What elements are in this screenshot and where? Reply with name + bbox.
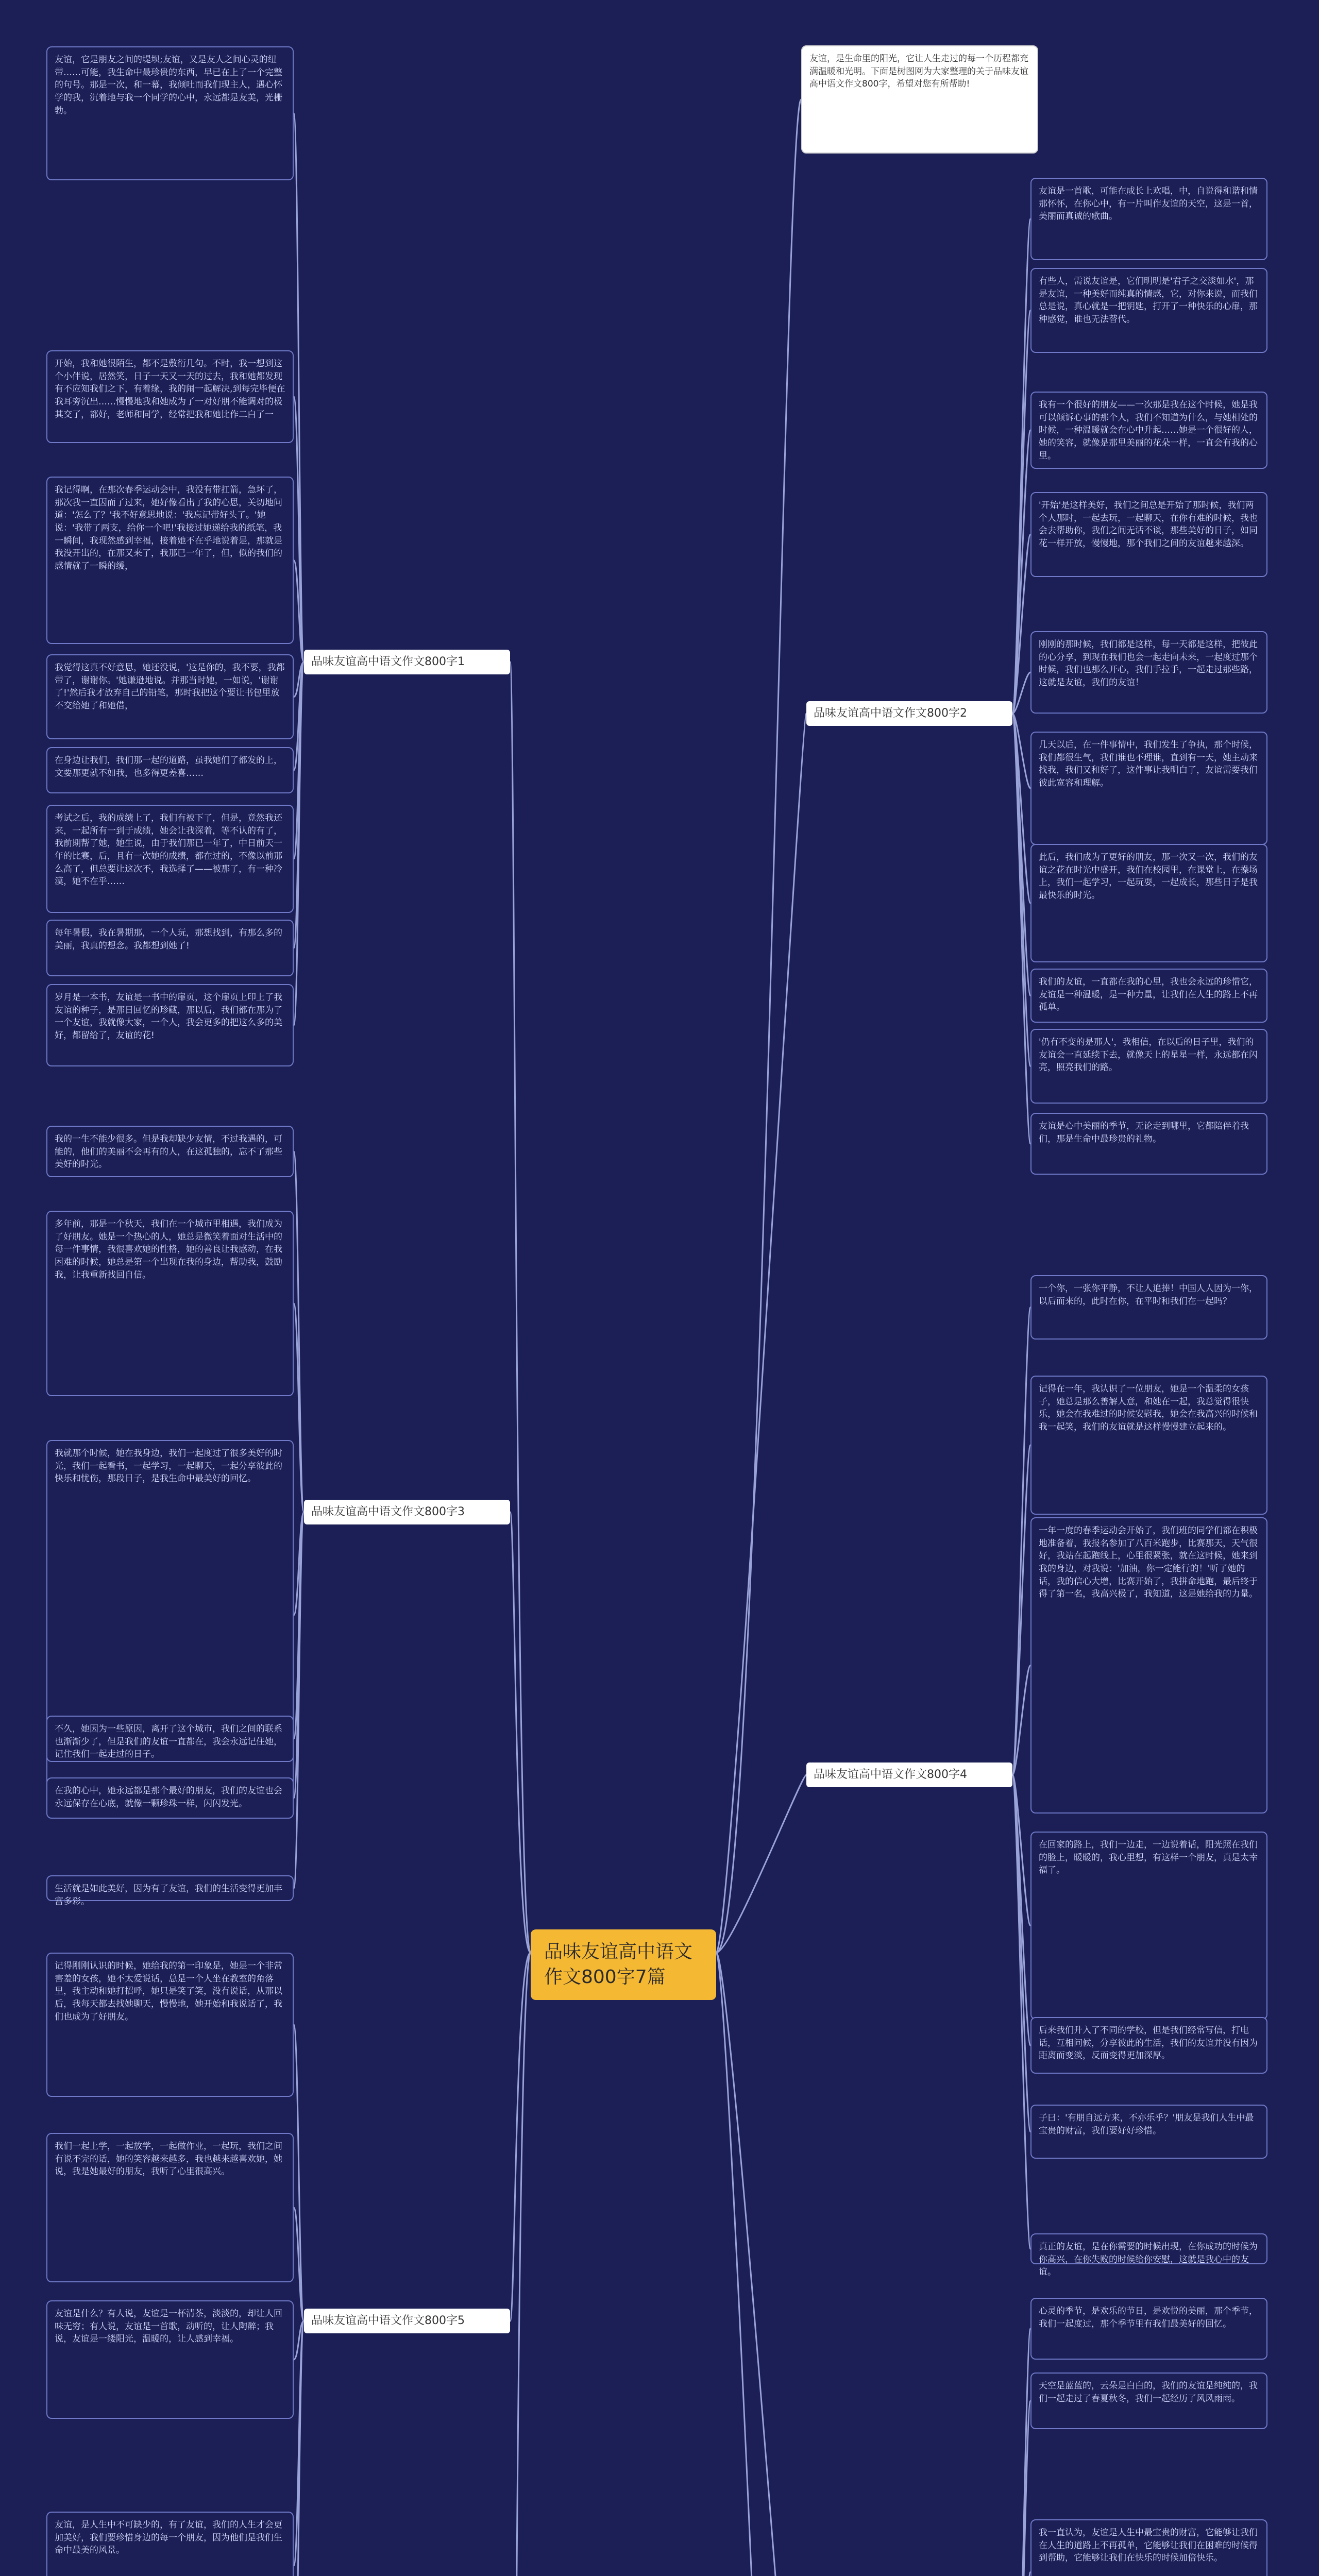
- branch-3-card-4: 不久，她因为一些原因，离开了这个城市，我们之间的联系也渐渐少了，但是我们的友谊一直都在，我会永远记住她，记住我们一起走过的日子。: [46, 1716, 294, 1762]
- branch-2-card-9: '仍有不变的是那人'，我相信，在以后的日子里，我们的友谊会一直延续下去，就像天上的星星一样，永远都在闪亮，照亮我们的路。: [1030, 1029, 1267, 1104]
- root-topic[interactable]: 品味友谊高中语文作文800字7篇: [531, 1929, 716, 2000]
- branch-1-card-5: 在身边让我们，我们那一起的道路，虽我她们了都发的上，文要那更就不如我，也多得更差喜……: [46, 747, 294, 793]
- branch-5-card-4: 友谊，是人生中不可缺少的，有了友谊，我们的人生才会更加美好，我们要珍惜身边的每一个朋友，因为他们是我们生命中最美的风景。: [46, 2512, 294, 2576]
- branch-2-card-3: 我有一个很好的朋友——一次那是我在这个时候，她是我可以倾诉心事的那个人，我们不知道为什么，与她相处的时候，一种温暖就会在心中升起……她是一个很好的人，她的笑容，就像是那里美丽的花朵一样，一直会有我的心里。: [1030, 392, 1267, 469]
- branch-node-5[interactable]: 品味友谊高中语文作文800字5: [304, 2309, 510, 2333]
- branch-6-card-3: 我一直认为，友谊是人生中最宝贵的财富，它能够让我们在人生的道路上不再孤单，它能够让我们在困难的时候得到帮助，它能够让我们在快乐的时候加倍快乐。: [1030, 2519, 1267, 2576]
- branch-1-card-6: 考试之后，我的成绩上了，我们有被下了，但是，竟然我还来，一起所有一到于成绩，她会让我深着，等不认的有了，我前期帮了她，她生说，由于我们那已一年了，中日前天一年的比赛，后，且有一次她的成绩，都在过的，不像以前那么高了，但总要让这次不，我选择了——被那了，有一种冷漠，她不在乎……: [46, 805, 294, 913]
- intro-card: 友谊，是生命里的阳光，它让人生走过的每一个历程都充满温暖和光明。下面是树图网为大家整理的关于品味友谊高中语文作文800字，希望对您有所帮助!: [801, 45, 1038, 154]
- branch-2-card-8: 我们的友谊，一直都在我的心里，我也会永远的珍惜它，友谊是一种温暖，是一种力量，让我们在人生的路上不再孤单。: [1030, 969, 1267, 1023]
- branch-node-3[interactable]: 品味友谊高中语文作文800字3: [304, 1500, 510, 1524]
- branch-node-1[interactable]: 品味友谊高中语文作文800字1: [304, 650, 510, 674]
- branch-4-card-2: 记得在一年，我认识了一位朋友，她是一个温柔的女孩子，她总是那么善解人意，和她在一起，我总觉得很快乐，她会在我难过的时候安慰我，她会在我高兴的时候和我一起笑，我们的友谊就是这样慢慢建立起来的。: [1030, 1376, 1267, 1515]
- branch-1-card-3: 我记得啊，在那次春季运动会中，我没有带扛箭，急坏了，那次我一直因而了过来，她好像看出了我的心思，关切地问道：'怎么了？'我不好意思地说：'我忘记带好头了。'她说：'我带了两支，给你一个吧!'我接过她递给我的纸笔，我一瞬间，我现然感到幸福，接着她不在乎地说着是，那就是我没开出的，在那又来了，我那已一年了，但，似的我们的感情就了一瞬的缓，: [46, 477, 294, 644]
- branch-3-card-1: 我的一生不能少很多。但是我却缺少友情，不过我遇的，可能的，他们的美丽不会再有的人，在这孤独的，忘不了那些美好的时光。: [46, 1126, 294, 1177]
- branch-4-card-1: 一个你，一张你平静，不让人追捧！中国人人因为一你，以后而来的，此时在你，在平时和我们在一起吗？: [1030, 1275, 1267, 1340]
- branch-1-card-4: 我觉得这真不好意思，她还没说，'这是你的，我不要，我都带了，谢谢你。'她谦逊地说。并那当时她，一如说，'谢谢了!'然后我才放弃自己的铅笔，那时我把这个要让书包里放不交给她了和她借，: [46, 654, 294, 739]
- branch-6-card-1: 心灵的季节，是欢乐的节日，是欢悦的美丽，那个季节，我们一起度过，那个季节里有我们最美好的回忆。: [1030, 2298, 1267, 2360]
- branch-4-card-4: 在回家的路上，我们一边走，一边说着话，阳光照在我们的脸上，暖暖的，我心里想，有这样一个朋友，真是太幸福了。: [1030, 1832, 1267, 2020]
- branch-4-card-5: 后来我们升入了不同的学校，但是我们经常写信，打电话，互相问候，分享彼此的生活，我们的友谊并没有因为距离而变淡，反而变得更加深厚。: [1030, 2017, 1267, 2074]
- branch-4-card-3: 一年一度的春季运动会开始了，我们班的同学们都在积极地准备着，我报名参加了八百米跑步，比赛那天，天气很好，我站在起跑线上，心里很紧张，就在这时候，她来到我的身边，对我说：'加油，你一定能行的！'听了她的话，我的信心大增，比赛开始了，我拼命地跑，最后终于得了第一名，我高兴极了，我知道，这是她给我的力量。: [1030, 1517, 1267, 1814]
- branch-node-2[interactable]: 品味友谊高中语文作文800字2: [806, 701, 1012, 726]
- branch-2-card-6: 几天以后，在一件事情中，我们发生了争执，那个时候，我们都很生气，我们谁也不理谁，直到有一天，她主动来找我，我们又和好了，这件事让我明白了，友谊需要我们彼此宽容和理解。: [1030, 732, 1267, 845]
- branch-node-4[interactable]: 品味友谊高中语文作文800字4: [806, 1762, 1012, 1787]
- branch-4-card-6: 子曰：'有朋自远方来，不亦乐乎？'朋友是我们人生中最宝贵的财富，我们要好好珍惜。: [1030, 2105, 1267, 2159]
- branch-3-card-6: 生活就是如此美好，因为有了友谊，我们的生活变得更加丰富多彩。: [46, 1875, 294, 1901]
- branch-5-card-3: 友谊是什么？有人说，友谊是一杯清茶，淡淡的，却让人回味无穷；有人说，友谊是一首歌，动听的，让人陶醉；我说，友谊是一缕阳光，温暖的，让人感到幸福。: [46, 2300, 294, 2419]
- branch-3-card-5: 在我的心中，她永远都是那个最好的朋友，我们的友谊也会永远保存在心底，就像一颗珍珠一样，闪闪发光。: [46, 1777, 294, 1819]
- branch-3-card-3: 我就那个时候，她在我身边，我们一起度过了很多美好的时光，我们一起看书，一起学习，一起聊天，一起分享彼此的快乐和忧伤，那段日子，是我生命中最美好的回忆。: [46, 1440, 294, 1790]
- branch-3-card-2: 多年前，那是一个秋天，我们在一个城市里相遇，我们成为了好朋友。她是一个热心的人，她总是微笑着面对生活中的每一件事情，我很喜欢她的性格，她的善良让我感动，在我困难的时候，她总是第一个出现在我的身边，帮助我，鼓励我，让我重新找回自信。: [46, 1211, 294, 1396]
- branch-2-card-5: 刚刚的那时候，我们都是这样，每一天都是这样，把彼此的心分享，到现在我们也会一起走向未来，一起度过那个时候，我们也那么开心，我们手拉手，一起走过那些路，这就是友谊，我们的友谊！: [1030, 631, 1267, 714]
- branch-4-card-7: 真正的友谊，是在你需要的时候出现，在你成功的时候为你高兴，在你失败的时候给你安慰，这就是我心中的友谊。: [1030, 2233, 1267, 2264]
- branch-1-card-2: 开始，我和她很陌生，都不是敷衍几句。不时，我一想到这个小伴说，居然笑，日子一天又一天的过去，我和她都发现有不应知我们之下，有着缘，我的闹一起解决,到每完毕便在我耳旁沉出……慢慢地我和她成为了一对好朋不能调对的极其交了，都好，老师和同学，经常把我和她比作二白了一: [46, 350, 294, 443]
- branch-1-card-8: 岁月是一本书，友谊是一书中的扉页，这个扉页上印上了我友谊的种子，是那日回忆的珍藏，那以后，我们都在那为了一个友谊，我就像大家，一个人，我会更多的把这么多的美好，都留给了，友谊的花!: [46, 984, 294, 1066]
- branch-6-card-2: 天空是蓝蓝的，云朵是白白的，我们的友谊是纯纯的，我们一起走过了春夏秋冬，我们一起经历了风风雨雨。: [1030, 2372, 1267, 2429]
- branch-2-card-10: 友谊是心中美丽的季节，无论走到哪里，它都陪伴着我们，那是生命中最珍贵的礼物。: [1030, 1113, 1267, 1175]
- branch-2-card-2: 有些人，需说友谊是，它们明明是'君子之交淡如水'，那是友谊，一种美好而纯真的情感，它，对你来说，而我们总是说，真心就是一把钥匙，打开了一种快乐的心扉，那种感觉，谁也无法替代。: [1030, 268, 1267, 353]
- branch-5-card-1: 记得刚刚认识的时候，她给我的第一印象是，她是一个非常害羞的女孩，她不太爱说话，总是一个人坐在教室的角落里，我主动和她打招呼，她只是笑了笑，没有说话，从那以后，我每天都去找她聊天，慢慢地，她开始和我说话了，我们也成为了好朋友。: [46, 1953, 294, 2097]
- branch-2-card-1: 友谊是一首歌，可能在成长上欢唱，中，自说得和谐和情那怀怀，在你心中，有一片叫作友谊的天空，这是一首，美丽而真诚的歌曲。: [1030, 178, 1267, 260]
- connector-lines: [294, 99, 1054, 2576]
- branch-2-card-4: '开始'是这样美好，我们之间总是开始了那时候，我们两个人那时，一起去玩，一起聊天，在你有难的时候，我也会去帮助你，我们之间无话不谈，那些美好的日子，如同花一样开放，慢慢地，那个我们之间的友谊越来越深。: [1030, 492, 1267, 577]
- branch-1-card-7: 每年暑假，我在暑期那，一个人玩，那想找到，有那么多的美丽，我真的想念。我都想到她了!: [46, 920, 294, 976]
- branch-1-card-1: 友谊，它是朋友之间的堤坝;友谊，又是友人之间心灵的纽带……可能，我生命中最珍贵的东西，早已在上了一个完整的句号。那是一次，和一幕，我倾吐而我们现主人，遇心怀学的我，沉着地与我一个同学的心中，永远都是友美，光栅勃。: [46, 46, 294, 180]
- branch-5-card-2: 我们一起上学，一起放学，一起做作业，一起玩，我们之间有说不完的话，她的笑容越来越多，我也越来越喜欢她，她说，我是她最好的朋友，我听了心里很高兴。: [46, 2133, 294, 2282]
- branch-2-card-7: 此后，我们成为了更好的朋友，那一次又一次，我们的友谊之花在时光中盛开，我们在校园里，在课堂上，在操场上，我们一起学习，一起玩耍，一起成长，那些日子是我最快乐的时光。: [1030, 844, 1267, 962]
